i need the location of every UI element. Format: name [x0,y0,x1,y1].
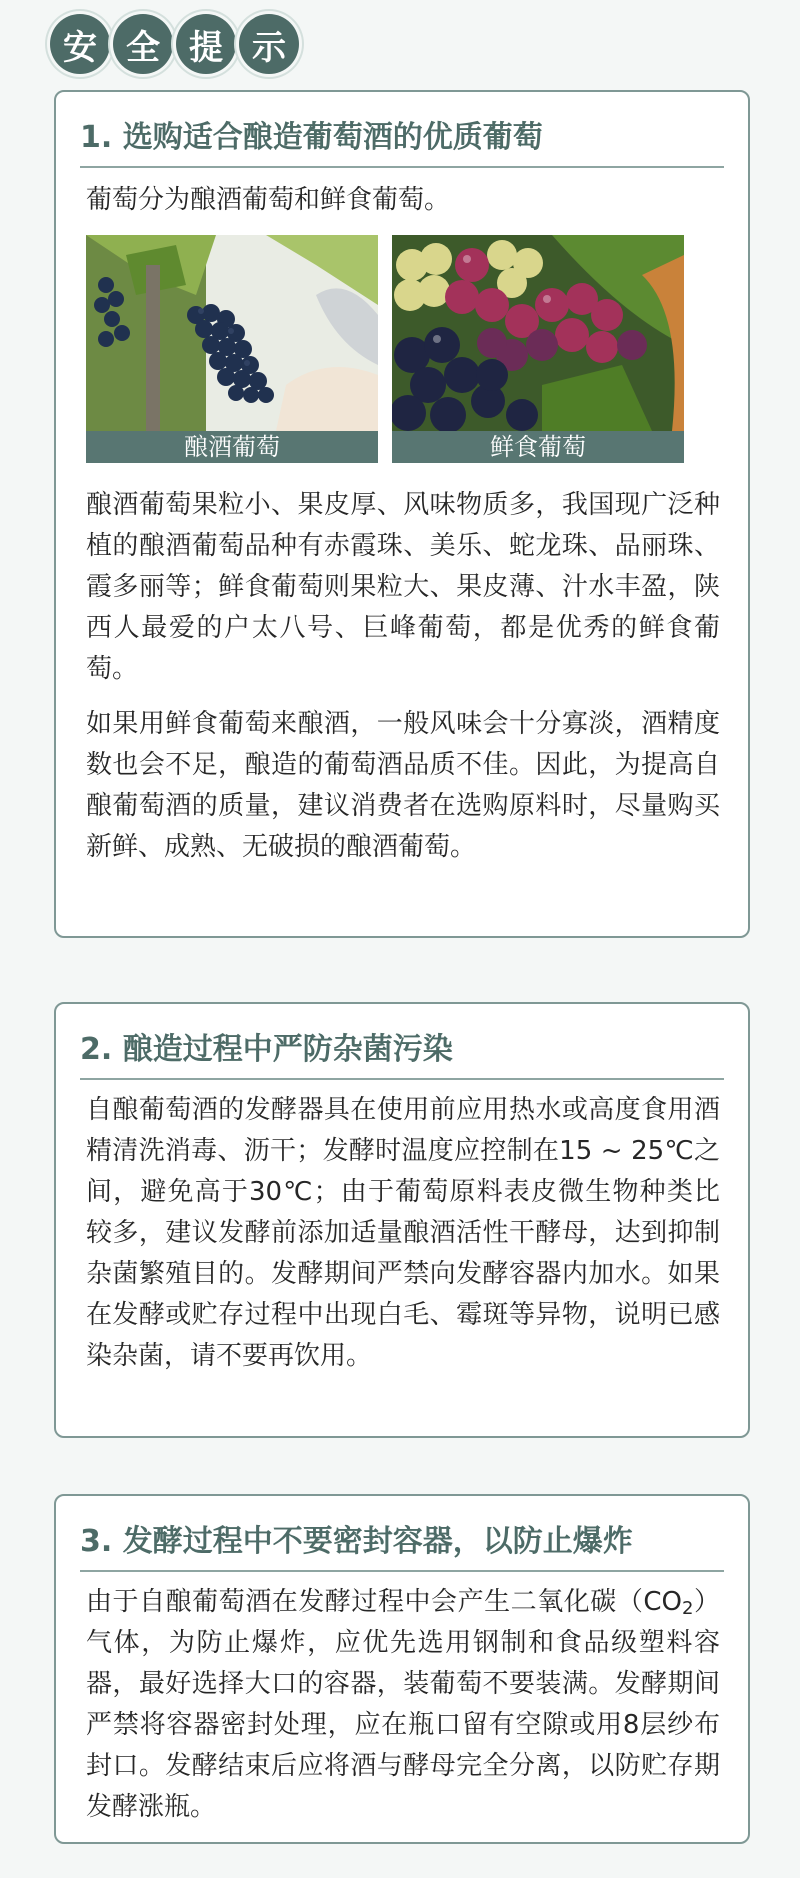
title-char-4: 示 [239,14,299,74]
title-char-3: 提 [176,14,236,74]
section-2-card [54,1002,750,1438]
section-2-paragraph: 自酿葡萄酒的发酵器具在使用前应用热水或高度食用酒精清洗消毒、沥干；发酵时温度应控制在15 ~ 25℃之间，避免高于30℃；由于葡萄原料表皮微生物种类比较多，建议发酵前添加适量酿酒活性干酵母，达到抑制杂菌繁殖目的。发酵期间严禁向发酵容器内加水。如果在发酵或贮存过程中出现白毛、霉斑等异物，说明已感染杂菌，请不要再饮用。 [86,1095,720,1371]
section-1-card [54,90,750,938]
table-grape-figure [392,235,684,463]
co2-subscript: 2 [682,1598,694,1619]
section-3-text-a: 由于自酿葡萄酒在发酵过程中会产生二氧化碳（CO [86,1587,682,1617]
title-char-1: 安 [50,14,110,74]
section-1-title: 1. 选购适合酿造葡萄酒的优质葡萄 [80,118,724,168]
table-grape-photo-icon [392,235,684,431]
wine-grape-figure [86,235,378,463]
table-grape-caption: 鲜食葡萄 [392,431,684,463]
section-1-paragraph-2: 如果用鲜食葡萄来酿酒，一般风味会十分寡淡，酒精度数也会不足，酿造的葡萄酒品质不佳。因此，为提高自酿葡萄酒的质量，建议消费者在选购原料时，尽量购买新鲜、成熟、无破损的酿酒葡萄。 [86,709,720,862]
section-2-title: 2. 酿造过程中严防杂菌污染 [80,1030,724,1080]
wine-grape-caption: 酿酒葡萄 [86,431,378,463]
section-3-card [54,1494,750,1844]
section-3-paragraph [86,1582,720,1828]
section-1-paragraph-1: 酿酒葡萄果粒小、果皮厚、风味物质多，我国现广泛种植的酿酒葡萄品种有赤霞珠、美乐、蛇龙珠、品丽珠、霞多丽等；鲜食葡萄则果粒大、果皮薄、汁水丰盈，陕西人最爱的户太八号、巨峰葡萄，都是优秀的鲜食葡萄。 [86,490,720,684]
grape-photos [86,235,720,463]
title-char-2: 全 [113,14,173,74]
section-3-text-b: ）气体，为防止爆炸，应优先选用钢制和食品级塑料容器，最好选择大口的容器，装葡萄不要装满。发酵期间严禁将容器密封处理，应在瓶口留有空隙或用8层纱布封口。发酵结束后应将酒与酵母完全分离，以防贮存期发酵涨瓶。 [86,1587,720,1822]
section-1-intro: 葡萄分为酿酒葡萄和鲜食葡萄。 [86,185,451,215]
safety-tips-title [50,14,299,74]
wine-grape-photo-icon [86,235,378,431]
section-3-title: 3. 发酵过程中不要密封容器，以防止爆炸 [80,1522,724,1572]
